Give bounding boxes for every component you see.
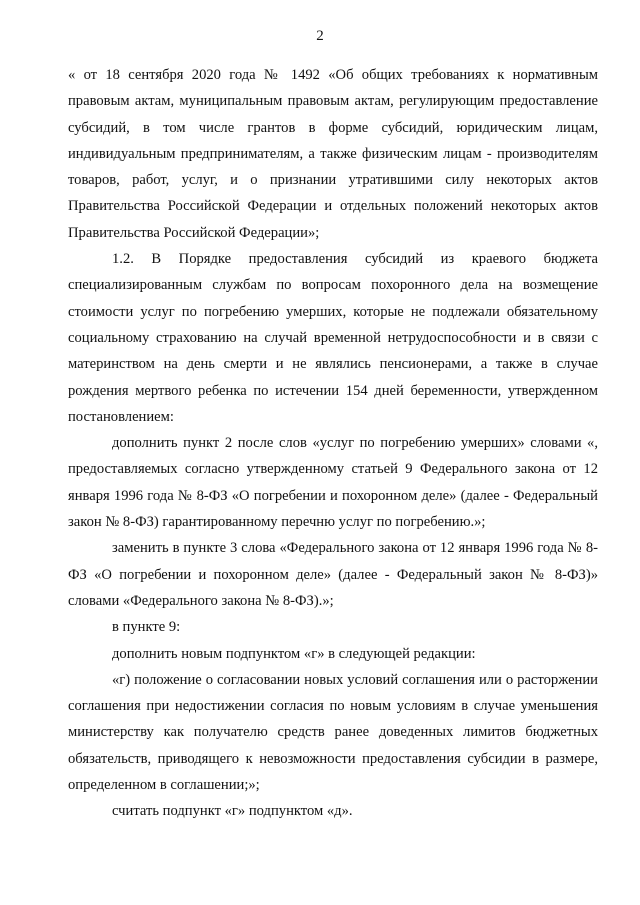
paragraph-add-subpoint: дополнить новым подпунктом «г» в следующей редакции: [112,645,476,662]
paragraph-continuation: « от 18 сентября 2020 года № 1492 «Об общих требованиях к нормативным правовым актам, муниципальным правовым актам, регулирующим предоставление субсидий, в том числе грантов в форме субсидий, юридическим лицам, индивидуальным предпринимателям, а также физическим лицам - производителям товаров, работ, услуг, и о признании утратившими силу некоторых актов Правительства Российской Федерации и отдельных положений некоторых актов Правительства Российской Федерации»; [68,67,598,241]
page-number: 2 [316,28,324,44]
paragraph-clause-1-2: 1.2. В Порядке предоставления субсидий из краевого бюджета специализированным службам по вопросам похоронного дела на возмещение стоимости услуг по погребению умерших, которые не подлежали обязательному социальному страхованию на случай временной нетрудоспособности и в связи с материнством на день смерти и не являлись пенсионерами, а также в случае рождения мертвого ребенка по истечении 154 дней беременности, утвержденном постановлением: [68,251,598,425]
paragraph-point-9-heading: в пункте 9: [112,619,181,636]
paragraph-renumber-subpoint: считать подпункт «г» подпунктом «д». [112,803,353,820]
paragraph-amend-point-2: дополнить пункт 2 после слов «услуг по погребению умерших» словами «, предоставляемых согласно утвержденному статьей 9 Федерального закона от 12 января 1996 года № 8-ФЗ «О погребении и похоронном деле» (далее - Федеральный закон № 8-ФЗ) гарантированному перечню услуг по погребению.»; [68,435,598,531]
paragraph-amend-point-3: заменить в пункте 3 слова «Федерального закона от 12 января 1996 года № 8-ФЗ «О погребении и похоронном деле» (далее - Федеральный закон № 8-ФЗ)» словами «Федерального закона № 8-ФЗ).»; [68,540,598,609]
paragraph-subpoint-g: «г) положение о согласовании новых условий соглашения или о расторжении соглашения при недостижении согласия по новым условиям в случае уменьшения министерству как получателю средств ранее доведенных лимитов бюджетных обязательств, приводящего к невозможности предоставления субсидии в размере, определенном в соглашении;»; [68,671,598,794]
document-body [68,62,598,825]
